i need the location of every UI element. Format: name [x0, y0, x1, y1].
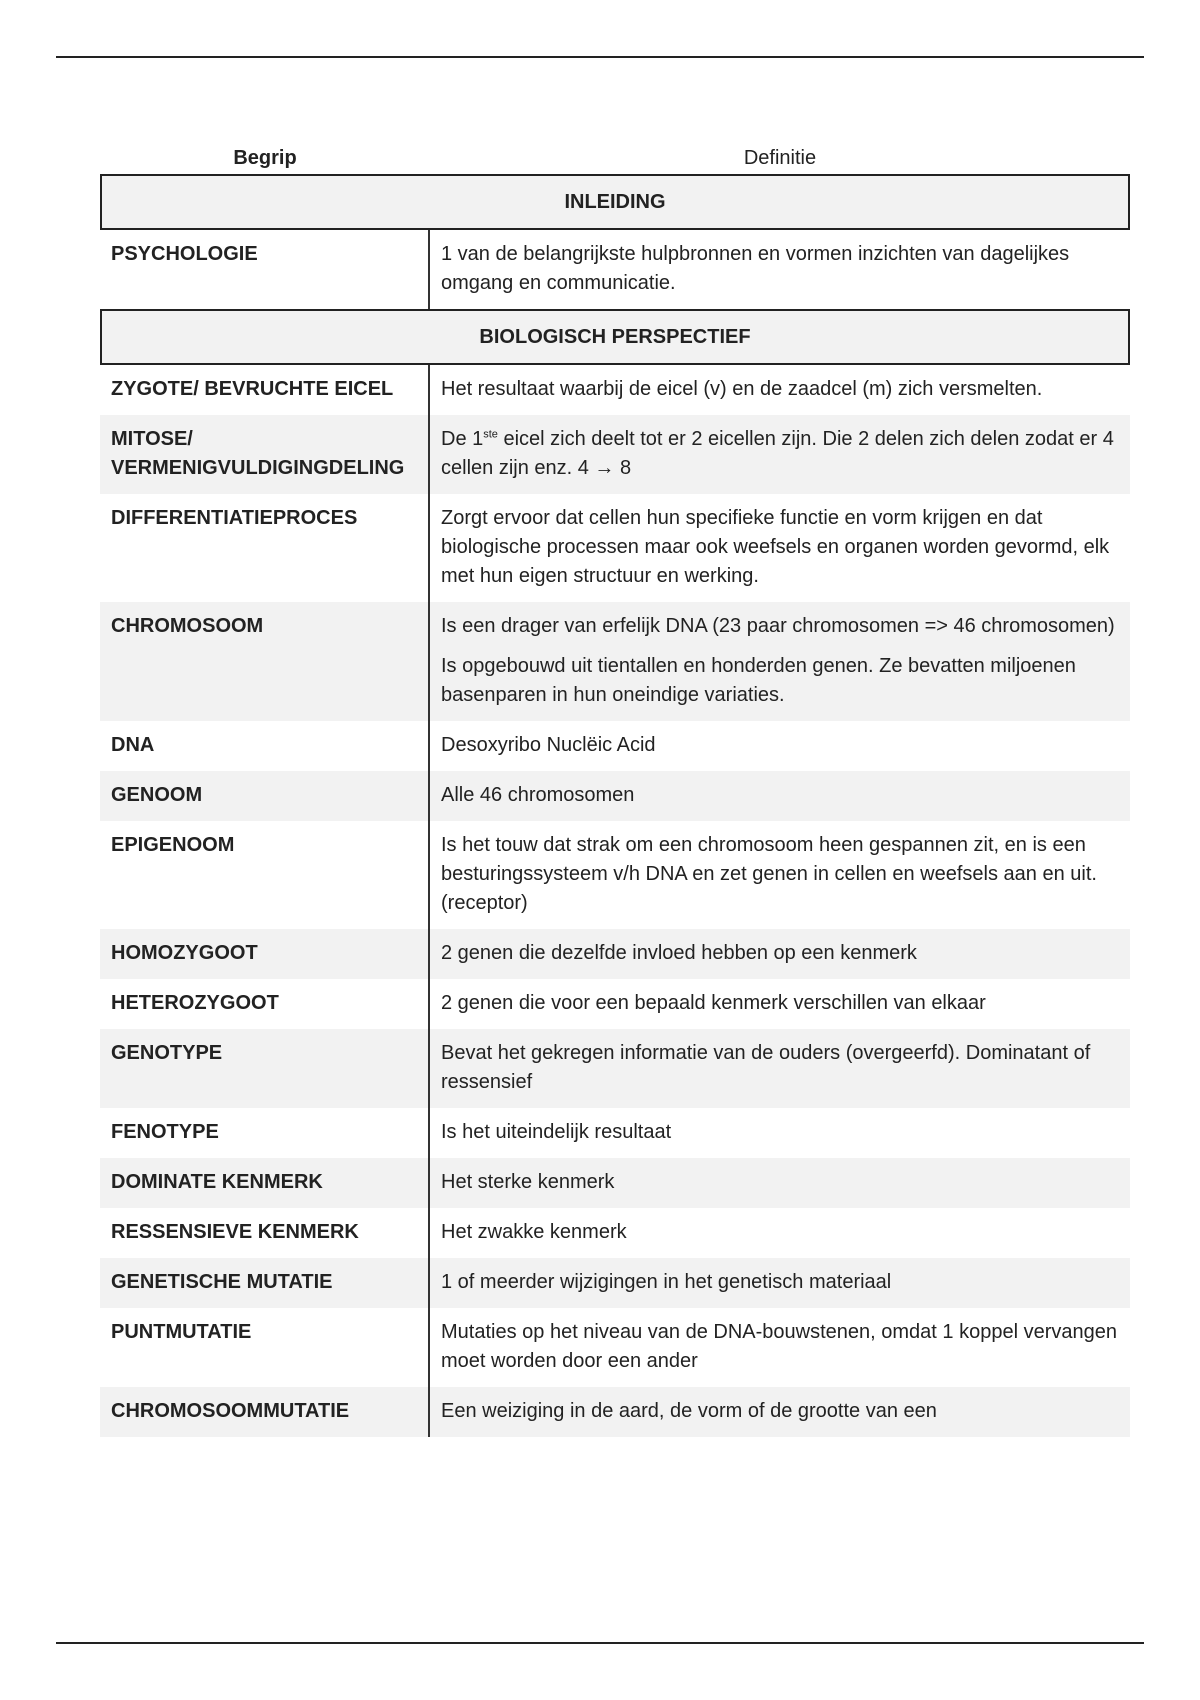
term-cell: MITOSE/ VERMENIGVULDIGINGDELING	[100, 415, 430, 494]
table-row	[100, 979, 1130, 1029]
term-cell: PSYCHOLOGIE	[100, 230, 430, 309]
definition-cell	[430, 1108, 1130, 1158]
definition-text: 1 of meerder wijzigingen in het genetisch materiaal	[441, 1271, 892, 1293]
definition-text: Is het uiteindelijk resultaat	[441, 1121, 672, 1143]
term-cell: RESSENSIEVE KENMERK	[100, 1208, 430, 1258]
table-row	[100, 1208, 1130, 1258]
table-row	[100, 1308, 1130, 1387]
column-header-definition: Definitie	[743, 147, 817, 169]
definition-cell	[430, 230, 1130, 309]
definition-cell	[430, 1158, 1130, 1208]
term-cell: DNA	[100, 721, 430, 771]
top-rule	[56, 56, 1144, 58]
definition-cell	[430, 1208, 1130, 1258]
table-row	[100, 1158, 1130, 1208]
term-cell: DIFFERENTIATIEPROCES	[100, 494, 430, 602]
term-cell: EPIGENOOM	[100, 821, 430, 929]
definition-cell	[430, 929, 1130, 979]
term-cell: CHROMOSOOM	[100, 602, 430, 721]
table-row	[100, 230, 1130, 309]
definition-text: Is een drager van erfelijk DNA (23 paar chromosomen => 46 chromosomen)	[441, 615, 1115, 637]
table-row	[100, 1029, 1130, 1108]
table-row	[100, 721, 1130, 771]
term-cell: ZYGOTE/ BEVRUCHTE EICEL	[100, 365, 430, 415]
definition-text: Een weiziging in de aard, de vorm of de grootte van een	[441, 1400, 937, 1422]
definition-cell	[430, 821, 1130, 929]
definition-cell	[430, 721, 1130, 771]
definition-cell	[430, 1387, 1130, 1437]
column-header-term: Begrip	[233, 147, 297, 169]
term-cell: GENOTYPE	[100, 1029, 430, 1108]
table-row	[100, 602, 1130, 721]
table-row	[100, 494, 1130, 602]
table-row	[100, 821, 1130, 929]
table-row	[100, 415, 1130, 494]
table-row	[100, 1108, 1130, 1158]
definition-text: 2 genen die voor een bepaald kenmerk verschillen van elkaar	[441, 992, 986, 1014]
table-row	[100, 1387, 1130, 1437]
definition-cell	[430, 771, 1130, 821]
term-cell: HOMOZYGOOT	[100, 929, 430, 979]
definition-cell	[430, 494, 1130, 602]
table-row	[100, 1258, 1130, 1308]
definition-cell	[430, 1258, 1130, 1308]
term-cell: CHROMOSOOMMUTATIE	[100, 1387, 430, 1437]
definition-cell	[430, 602, 1130, 721]
table-row	[100, 771, 1130, 821]
bottom-rule	[56, 1642, 1144, 1644]
term-cell: FENOTYPE	[100, 1108, 430, 1158]
definition-text: Is opgebouwd uit tientallen en honderden genen. Ze bevatten miljoenen basenparen in hun oneindige variaties.	[441, 655, 1076, 706]
definition-text: 1 van de belangrijkste hulpbronnen en vormen inzichten van dagelijkes omgang en communicatie.	[441, 243, 1070, 294]
glossary-table	[100, 174, 1130, 1437]
term-cell: GENETISCHE MUTATIE	[100, 1258, 430, 1308]
definition-text: Bevat het gekregen informatie van de ouders (overgeerfd). Dominatant of ressensief	[441, 1042, 1091, 1093]
definition-text: Alle 46 chromosomen	[441, 784, 635, 806]
term-cell: DOMINATE KENMERK	[100, 1158, 430, 1208]
definition-text: Desoxyribo Nuclëic Acid	[441, 734, 656, 756]
definition-cell	[430, 415, 1130, 494]
definition-text: Het zwakke kenmerk	[441, 1221, 627, 1243]
definition-text: Het sterke kenmerk	[441, 1171, 615, 1193]
term-cell: GENOOM	[100, 771, 430, 821]
definition-text: De 1ste eicel zich deelt tot er 2 eicellen zijn. Die 2 delen zich delen zodat er 4 cellen zijn enz. 4 → 8	[441, 428, 1114, 479]
term-cell: HETEROZYGOOT	[100, 979, 430, 1029]
definition-text: Is het touw dat strak om een chromosoom heen gespannen zit, en is een besturingssysteem v/h DNA en zet genen in cellen en weefsels aan en uit. (receptor)	[441, 834, 1097, 914]
definition-text: Mutaties op het niveau van de DNA-bouwstenen, omdat 1 koppel vervangen moet worden door een ander	[441, 1321, 1117, 1372]
definition-text: Het resultaat waarbij de eicel (v) en de zaadcel (m) zich versmelten.	[441, 378, 1043, 400]
table-row	[100, 929, 1130, 979]
definition-cell	[430, 979, 1130, 1029]
definition-cell	[430, 1308, 1130, 1387]
table-row	[100, 365, 1130, 415]
definition-text: 2 genen die dezelfde invloed hebben op een kenmerk	[441, 942, 917, 964]
definition-cell	[430, 365, 1130, 415]
section-header: BIOLOGISCH PERSPECTIEF	[100, 309, 1130, 365]
section-header: INLEIDING	[100, 174, 1130, 230]
term-cell: PUNTMUTATIE	[100, 1308, 430, 1387]
definition-text: Zorgt ervoor dat cellen hun specifieke functie en vorm krijgen en dat biologische processen maar ook weefsels en organen worden gevormd, elk met hun eigen structuur en werking.	[441, 507, 1110, 587]
definition-cell	[430, 1029, 1130, 1108]
